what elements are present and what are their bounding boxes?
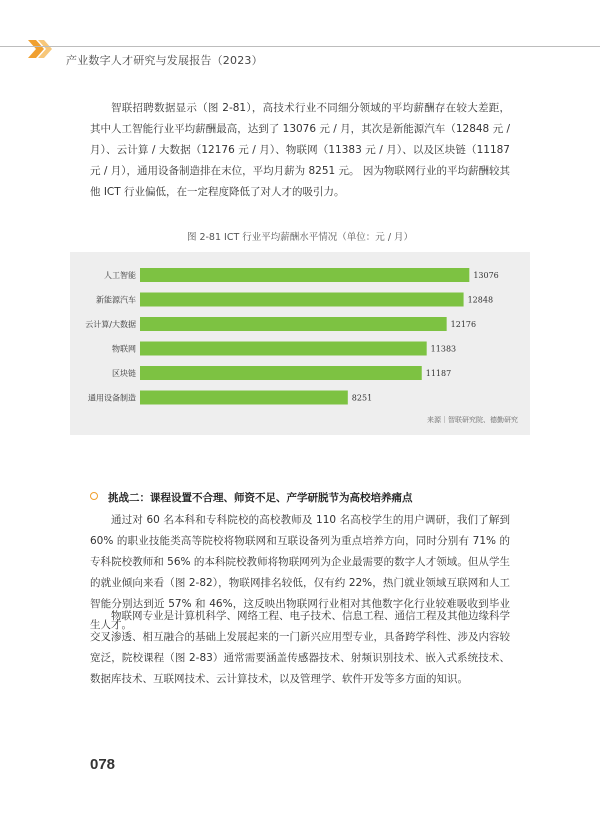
bar-value-label: 11187 xyxy=(425,369,452,378)
header-rule xyxy=(0,46,600,47)
figure-caption: 图 2-81 ICT 行业平均薪酬水平情况（单位：元 / 月） xyxy=(186,232,414,243)
circle-bullet-icon xyxy=(90,492,98,500)
category-label: 云计算/大数据 xyxy=(85,320,136,329)
bar-value-label: 12176 xyxy=(450,320,477,329)
section-heading-text: 挑战二：课程设置不合理、师资不足、产学研脱节为高校培养痛点 xyxy=(108,492,413,504)
category-label: 人工智能 xyxy=(104,271,136,280)
category-label: 新能源汽车 xyxy=(96,295,136,305)
bar-value-label: 12848 xyxy=(467,295,494,305)
category-label: 通用设备制造 xyxy=(88,393,136,403)
bar-value-label: 8251 xyxy=(351,393,373,403)
salary-bar-chart xyxy=(70,252,530,435)
category-label: 区块链 xyxy=(112,369,136,378)
bar-value-label: 11383 xyxy=(430,344,457,354)
salary-bar xyxy=(140,391,348,405)
paragraph-survey-findings: 通过对 60 名本科和专科院校的高校教师及 110 名高校学生的用户调研，我们了解到 60% 的职业技能类高等院校将物联网和互联设备列为重点培养方向，同时分别有 71% 的专科院校教师和 56% 的本科院校教师将物联网列为企业最需要的数字人才领域。但从学生的就业倾向来看（图 2-82），物联网排名较低，仅有约 22%，热门就业领域互联网和人工智能分别达到近 57% 和 46%，这反映出物联网行业相对其他数字化行业较难吸收到毕业生人才。 xyxy=(90,514,510,631)
page-number: 078 xyxy=(90,756,116,773)
bar-value-label: 13076 xyxy=(473,271,499,280)
header-stripes-decoration xyxy=(28,40,58,58)
salary-bar xyxy=(140,293,464,307)
salary-bar xyxy=(140,317,447,331)
category-label: 物联网 xyxy=(112,344,136,354)
paragraph-iot-major: 物联网专业是计算机科学、网络工程、电子技术、信息工程、通信工程及其他边缘科学交叉渗透、相互融合的基础上发展起来的一门新兴应用型专业，具备跨学科性、涉及内容较宽泛，院校课程（图 2-83）通常需要涵盖传感器技术、射频识别技术、嵌入式系统技术、数据库技术、互联网技术、云计算技术，以及管理学、软件开发等多方面的知识。 xyxy=(90,610,510,685)
salary-bar xyxy=(140,366,422,380)
chart-canvas xyxy=(70,252,530,435)
chart-source-note: 来源｜智联研究院、德勤研究 xyxy=(427,416,518,424)
running-header-title: 产业数字人才研究与发展报告（2023） xyxy=(66,54,263,67)
section-heading xyxy=(90,490,530,505)
salary-bar xyxy=(140,268,469,282)
paragraph-salary-overview: 智联招聘数据显示（图 2-81），高技术行业不同细分领域的平均薪酬存在较大差距，其中人工智能行业平均薪酬最高，达到了 13076 元 / 月，其次是新能源汽车（12848 元 / 月）、云计算 / 大数据（12176 元 / 月）、物联网（11383 元 / 月）、以及区块链（11187 元 / 月），通用设备制造排在末位，平均月薪为 8251 元。 因为物联网行业的平均薪酬较其他 ICT 行业偏低，在一定程度降低了对人才的吸引力。 xyxy=(90,102,510,198)
salary-bar xyxy=(140,342,427,356)
